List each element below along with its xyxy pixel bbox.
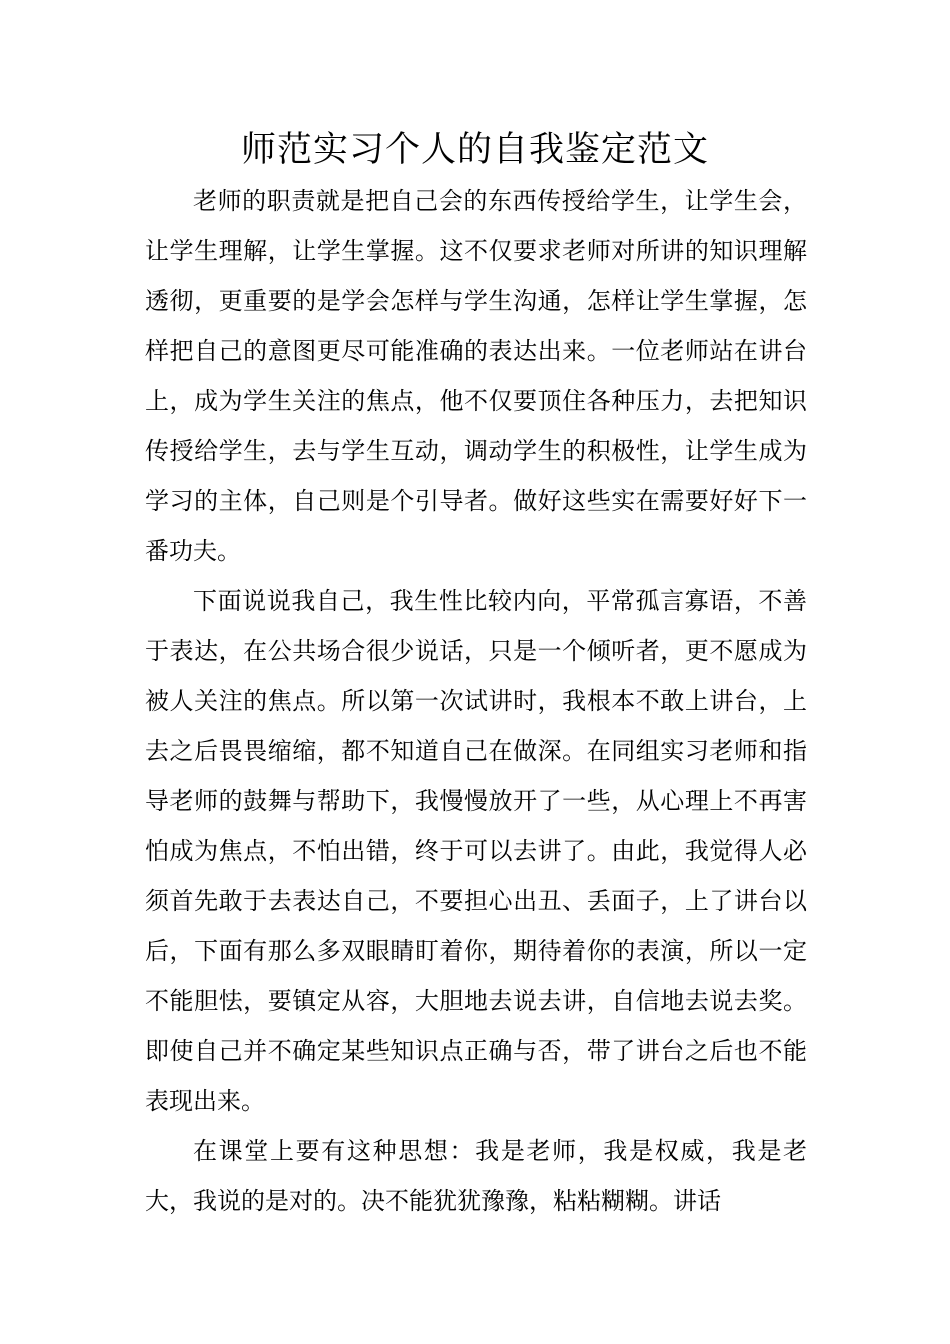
document-body	[145, 176, 807, 1226]
paragraph-2: 下面说说我自己，我生性比较内向，平常孤言寡语，不善于表达，在公共场合很少说话，只是一个倾听者，更不愿成为被人关注的焦点。所以第一次试讲时，我根本不敢上讲台，上去之后畏畏缩缩，都不知道自己在做深。在同组实习老师和指导老师的鼓舞与帮助下，我慢慢放开了一些，从心理上不再害怕成为焦点，不怕出错，终于可以去讲了。由此，我觉得人必须首先敢于去表达自己，不要担心出丑、丢面子，上了讲台以后，下面有那么多双眼睛盯着你，期待着你的表演，所以一定不能胆怯，要镇定从容，大胆地去说去讲，自信地去说去奖。即使自己并不确定某些知识点正确与否，带了讲台之后也不能表现出来。	[145, 587, 807, 1115]
document-title: 师范实习个人的自我鉴定范文	[240, 130, 709, 170]
paragraph-3: 在课堂上要有这种思想：我是老师，我是权威，我是老大，我说的是对的。决不能犹犹豫豫，粘粘糊糊。讲话	[145, 1137, 807, 1215]
paragraph-1: 老师的职责就是把自己会的东西传授给学生，让学生会，让学生理解，让学生掌握。这不仅要求老师对所讲的知识理解透彻，更重要的是学会怎样与学生沟通，怎样让学生掌握，怎样把自己的意图更尽可能准确的表达出来。一位老师站在讲台上，成为学生关注的焦点，他不仅要顶住各种压力，去把知识传授给学生，去与学生互动，调动学生的积极性，让学生成为学习的主体，自己则是个引导者。做好这些实在需要好好下一番功夫。	[145, 187, 807, 565]
